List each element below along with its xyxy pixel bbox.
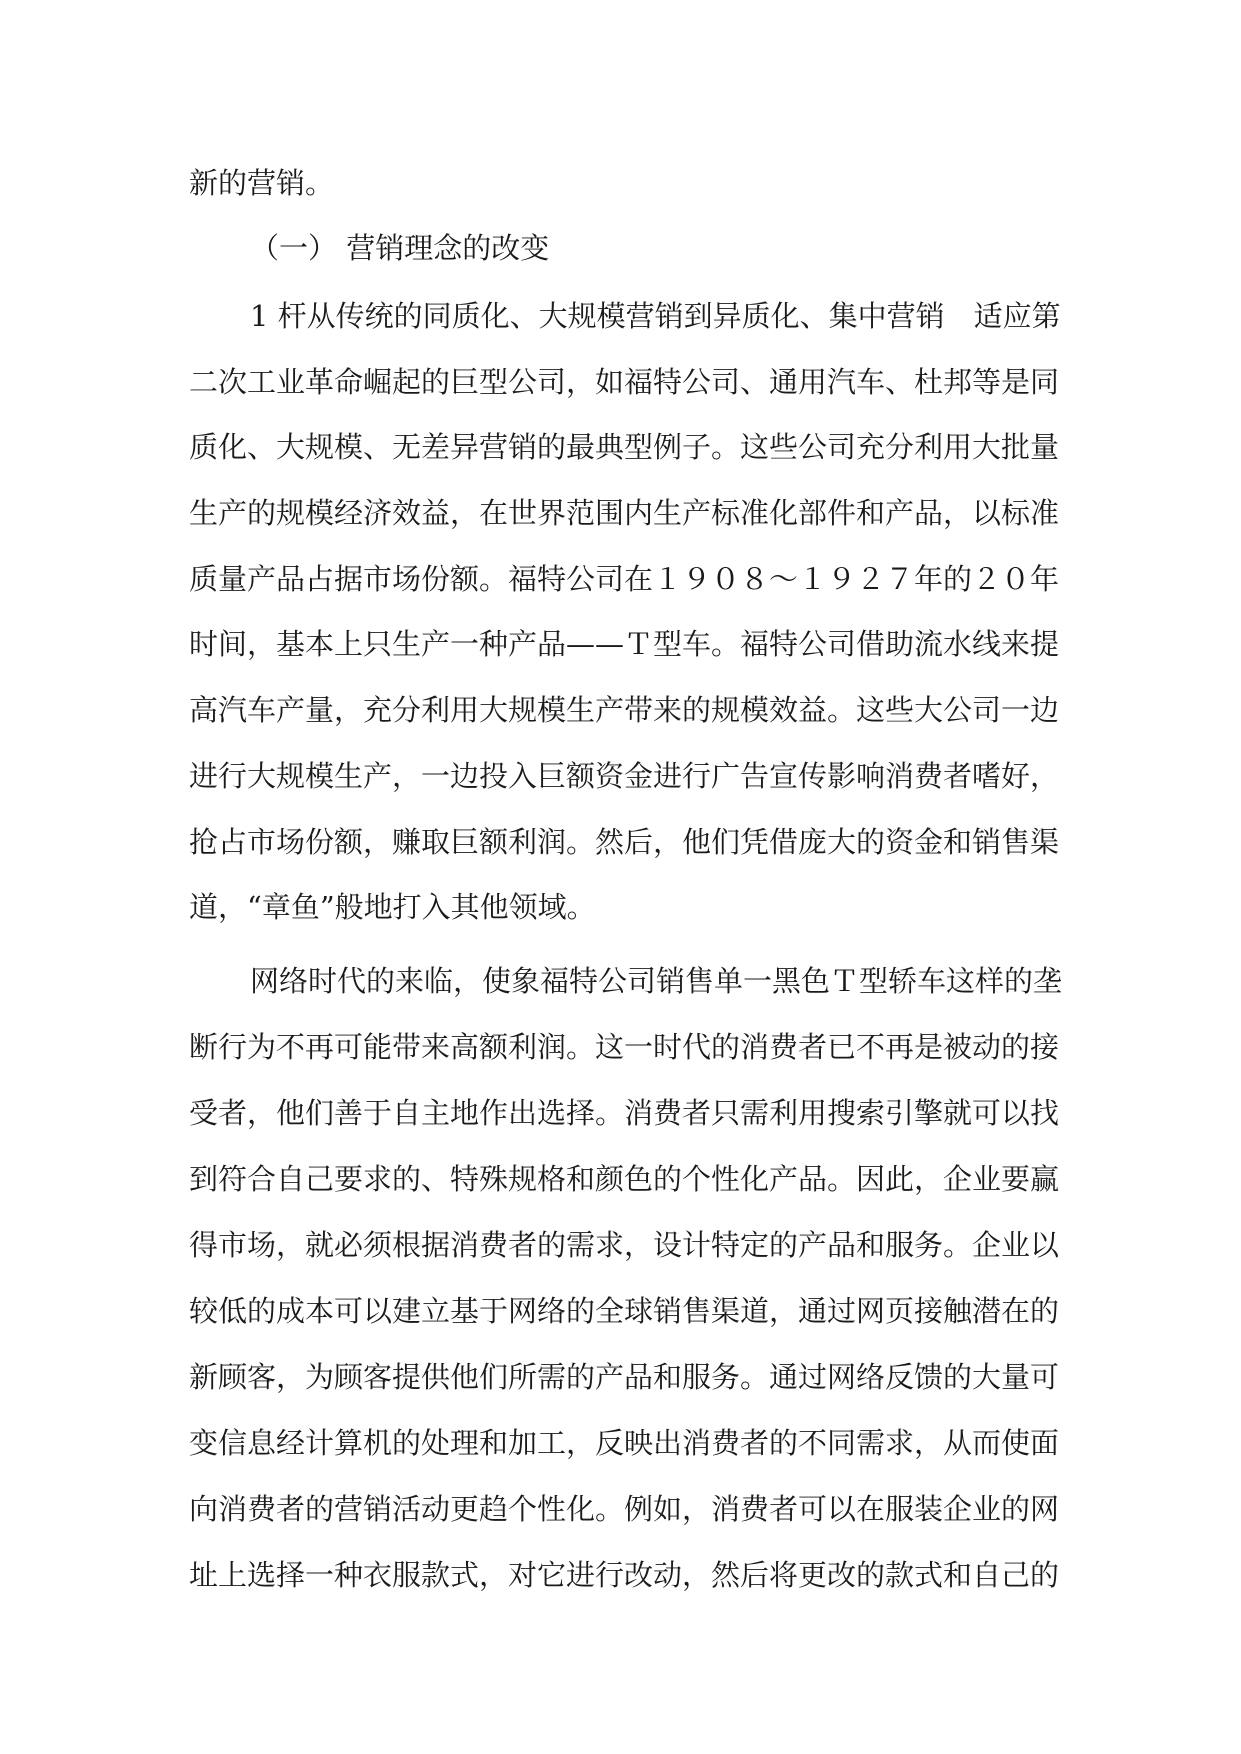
paragraph-1-line: 质化、大规模、无差异营销的最典型例子。这些公司充分利用大批量 (189, 430, 1060, 464)
paragraph-1-line: 质量产品占据市场份额。福特公司在１９０８～１９２７年的２０年 (189, 562, 1060, 596)
paragraph-2-line: 断行为不再可能带来高额利润。这一时代的消费者已不再是被动的接 (189, 1030, 1060, 1064)
paragraph-2-line: 址上选择一种衣服款式，对它进行改动，然后将更改的款式和自己的 (189, 1558, 1060, 1592)
paragraph-2-line: 受者，他们善于自主地作出选择。消费者只需利用搜索引擎就可以找 (189, 1096, 1060, 1130)
paragraph-2-line: 到符合自己要求的、特殊规格和颜色的个性化产品。因此，企业要赢 (189, 1162, 1060, 1196)
paragraph-1-line: 二次工业革命崛起的巨型公司，如福特公司、通用汽车、杜邦等是同 (189, 365, 1060, 399)
section-heading: （一） 营销理念的改变 (250, 231, 550, 265)
paragraph-1-line: 道，“章鱼”般地打入其他领域。 (189, 890, 596, 924)
paragraph-1-line: 进行大规模生产，一边投入巨额资金进行广告宣传影响消费者嗜好， (189, 759, 1060, 793)
paragraph-2-line: 得市场，就必须根据消费者的需求，设计特定的产品和服务。企业以 (189, 1228, 1060, 1262)
paragraph-1-line: 时间，基本上只生产一种产品——Ｔ型车。福特公司借助流水线来提 (189, 627, 1060, 661)
paragraph-1-line: 1 杆从传统的同质化、大规模营销到异质化、集中营销 适应第 (250, 299, 1061, 333)
continuation-line: 新的营销。 (189, 166, 335, 200)
paragraph-1-line: 抢占市场份额，赚取巨额利润。然后，他们凭借庞大的资金和销售渠 (189, 825, 1060, 859)
paragraph-2-line: 新顾客，为顾客提供他们所需的产品和服务。通过网络反馈的大量可 (189, 1360, 1060, 1394)
paragraph-2-line: 网络时代的来临，使象福特公司销售单一黑色Ｔ型轿车这样的垄 (250, 964, 1063, 998)
paragraph-2-line: 变信息经计算机的处理和加工，反映出消费者的不同需求，从而使面 (189, 1426, 1060, 1460)
paragraph-2-line: 较低的成本可以建立基于网络的全球销售渠道，通过网页接触潜在的 (189, 1294, 1060, 1328)
paragraph-1-line: 生产的规模经济效益，在世界范围内生产标准化部件和产品，以标准 (189, 496, 1060, 530)
paragraph-2-line: 向消费者的营销活动更趋个性化。例如，消费者可以在服装企业的网 (189, 1492, 1060, 1526)
paragraph-1-line: 高汽车产量，充分利用大规模生产带来的规模效益。这些大公司一边 (189, 693, 1060, 727)
